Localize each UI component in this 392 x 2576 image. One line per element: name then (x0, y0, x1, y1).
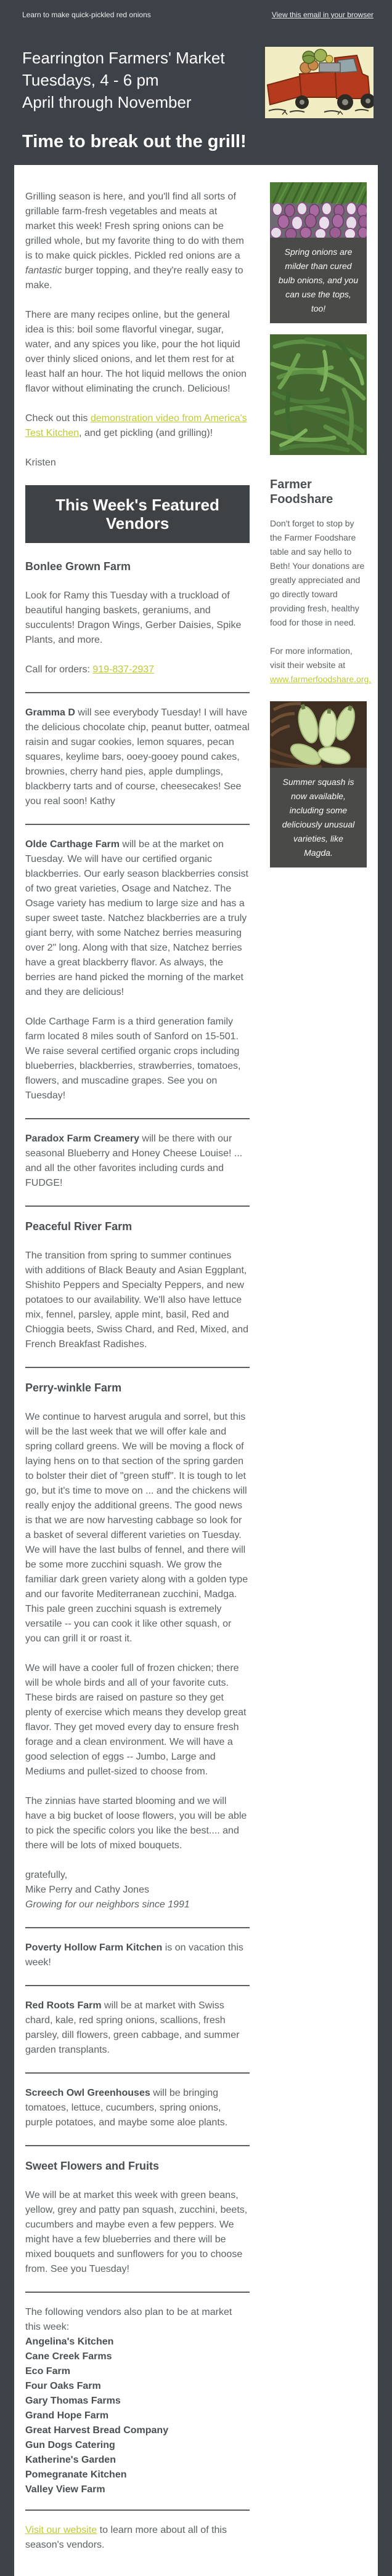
intro-paragraph-2: There are many recipes online, but the general idea is this: boil some flavorful vinegar, sugar, water, and any spices you like, pour the hot liquid over thinly sliced onions, and let them rest for at least half an hour. The hot liquid mellows the onion flavor without eliminating the crunch. Delicious! (25, 310, 247, 394)
bonlee-call-line (25, 662, 250, 677)
poverty-hollow-paragraph (25, 1941, 250, 1970)
call-for-orders-label: Call for orders: (25, 664, 93, 675)
preheader-bar (0, 0, 392, 20)
divider (25, 2292, 250, 2293)
vendor-heading-perry-winkle: Perry-winkle Farm (25, 1382, 122, 1394)
vendor-name-screech-owl: Screech Owl Greenhouses (25, 2088, 150, 2098)
vendor-list-item: Great Harvest Bread Company (25, 2425, 169, 2436)
vendor-list (25, 2335, 250, 2497)
website-link[interactable]: Visit our website (25, 2525, 97, 2535)
vendor-list-item: Angelina's Kitchen (25, 2337, 114, 2347)
demo-video-link[interactable]: demonstration video from America's Test Kitchen (25, 413, 247, 438)
intro-p1-text: Grilling season is here, and you'll find all sorts of grillable farm-fresh vegetables and meats at market this week! Fresh spring onions can be grilled whole, but my favorite thing to do with them is to make quick pickles. Pickled red onions are a (25, 191, 244, 261)
intro-p1-post: burger topping, and they're really easy to make. (25, 265, 243, 291)
perry-winkle-paragraph-3: The zinnias have started blooming and we will have a big bucket of loose flowers, you will be able to pick the specific colors you like the best.... and there will be lots of mixed bouquets. (25, 1796, 247, 1851)
divider (25, 1205, 250, 1207)
footer-text: to learn more about all of this season's vendors. (25, 2525, 227, 2550)
green-beans-photo (270, 334, 367, 455)
footer-paragraph (25, 2523, 250, 2553)
vendor-heading-sweet-flowers: Sweet Flowers and Fruits (25, 2160, 160, 2172)
spring-onions-caption: Spring onions are milder than cured bulb onions, and you can use the tops, too! (270, 238, 367, 323)
divider (25, 2072, 250, 2074)
perry-winkle-signature (25, 1868, 250, 1912)
truck-illustration (265, 47, 374, 118)
vendor-heading-peaceful-river: Peaceful River Farm (25, 1220, 133, 1233)
gramma-d-text: will see everybody Tuesday! I will have the delicious chocolate chip, peanut butter, oatmeal raisin and sugar cookies, lemon squares, pecan squares, keylime bars, ooey-gooey pound cakes, brownies, cherry hand pies, apple dumplings, blackberry tarts and of course, cheesecakes! See you real soon! Kathy (25, 707, 250, 807)
gramma-d-paragraph (25, 706, 250, 809)
divider (25, 824, 250, 825)
vendor-name-poverty-hollow: Poverty Hollow Farm Kitchen (25, 1942, 163, 1953)
peaceful-river-paragraph: The transition from spring to summer continues with additions of Black Beauty and Asian Eggplant, Shishito Peppers and Specialty Peppers, and new potatoes to our availability. We'll also have lettuce mix, fennel, parsley, apple mint, basil, Red and Chioggia beets, Swiss Chard, and Red, Mixed, and French Breakfast Radishes. (25, 1250, 248, 1350)
title-line-2: Tuesdays, 4 - 6 pm (22, 71, 159, 89)
vendor-list-item: Eco Farm (25, 2366, 70, 2377)
farmer-foodshare-link-paragraph (270, 644, 372, 686)
email-headline: Time to break out the grill! (22, 132, 247, 151)
vendor-list-item: Gun Dogs Catering (25, 2440, 115, 2450)
sign-names: Mike Perry and Cathy Jones (25, 1885, 149, 1895)
farmer-foodshare-paragraph: Don't forget to stop by the Farmer Foodshare table and say hello to Beth! Your donations are greatly appreciated and go directly toward providing fresh, healthy food for those in need. (270, 518, 365, 627)
vendor-list-item: Gary Thomas Farms (25, 2396, 121, 2406)
paradox-text: will be there with our seasonal Blueberry and Honey Cheese Louise! ... and all the other favorites including curds and FUDGE! (25, 1133, 243, 1188)
phone-link[interactable]: 919-837-2937 (92, 664, 155, 675)
also-at-market-intro: The following vendors also plan to be at market this week: (25, 2307, 232, 2332)
vendor-list-item: Cane Creek Farms (25, 2351, 112, 2362)
title-line-1: Fearrington Farmers' Market (22, 49, 225, 67)
divider (25, 1927, 250, 1928)
intro-p1-italic: fantastic (25, 265, 62, 276)
red-roots-text: will be at market with Swiss chard, kale, red spring onions, scallions, fresh parsley, dill flowers, green cabbage, and summer garden transplants. (25, 2000, 240, 2055)
sign-tagline: Growing for our neighbors since 1991 (25, 1899, 190, 1910)
vendor-list-item: Katherine's Garden (25, 2455, 116, 2465)
view-in-browser-link[interactable]: View this email in your browser (271, 10, 374, 19)
divider (25, 692, 250, 693)
foodshare-link-pre: For more information, visit their website at (270, 646, 353, 670)
perry-winkle-paragraph-1: We continue to harvest arugula and sorrel, but this will be the last week that we will offer kale and spring collard greens. We will be moving a flock of laying hens on to that section of the spring garden to bolster their diet of "green stuff". It is tough to let go, but it's time to move on ... and the chickens will really enjoy the additional greens. The good news is that we are now harvesting cabbage so look for a basket of several different varieties on Tuesday. We will have the last bulbs of fennel, and there will be some more zucchini squash. We grow the familiar dark green variety along with a golden type and our favorite Mediterranean zucchini, Madga. This pale green zucchini squash is extremely versatile -- you can cook it like other squash, or you can grill it or roast it. (25, 1412, 248, 1644)
screech-owl-paragraph (25, 2086, 250, 2130)
email-header (22, 47, 374, 118)
content-card (14, 165, 378, 2576)
farmer-foodshare-heading: Farmer Foodshare (270, 478, 333, 506)
featured-vendors-banner (25, 485, 250, 543)
perry-winkle-paragraph-2: We will have a cooler full of frozen chicken; there will be whole birds and all of your favorite cuts. These birds are raised on pasture so they get plenty of exercise which means they develop great flavor. They get moved every day to ensure fresh forage and a clean environment. We will have a good selection of eggs -- Jumbo, Large and Mediums and pullet-sized to choose from. (25, 1663, 247, 1777)
olde-carthage-paragraph-2: Olde Carthage Farm is a third generation family farm located 8 miles south of Sanford on 15-501. We raise several certified organic crops including blueberries, blackberries, strawberries, tomatoes, flowers, and muscadine grapes. See you on Tuesday! (25, 1016, 241, 1101)
intro-paragraph-1 (25, 190, 250, 293)
divider (25, 1985, 250, 1986)
screech-owl-text: will be bringing tomatoes, lettuce, cucumbers, spring onions, purple potatoes, and maybe some aloe plants. (25, 2088, 228, 2128)
title-line-3: April through November (22, 93, 192, 111)
market-title (22, 47, 225, 118)
signoff-kristen: Kristen (25, 457, 56, 468)
divider (25, 2510, 250, 2511)
vendor-name-red-roots: Red Roots Farm (25, 2000, 102, 2011)
preheader-teaser: Learn to make quick-pickled red onions (22, 10, 151, 19)
main-column (25, 182, 250, 2553)
vendor-name-paradox: Paradox Farm Creamery (25, 1133, 139, 1144)
olde-carthage-paragraph-1 (25, 837, 250, 1000)
vendor-name-olde-carthage: Olde Carthage Farm (25, 839, 120, 850)
sidebar-column (270, 182, 372, 867)
featured-vendors-banner-text: This Week's Featured Vendors (55, 496, 219, 533)
spring-onions-photo (270, 182, 367, 238)
summer-squash-caption: Summer squash is now available, including some deliciously unusual varieties, like Magda. (270, 768, 367, 867)
vendor-name-gramma-d: Gramma D (25, 707, 75, 718)
divider (25, 1367, 250, 1368)
red-roots-paragraph (25, 1998, 250, 2058)
intro-p3-pre: Check out this (25, 413, 91, 424)
poverty-hollow-text: is on vacation this week! (25, 1942, 243, 1968)
paradox-paragraph (25, 1132, 250, 1191)
summer-squash-photo (270, 701, 367, 768)
sign-gratefully: gratefully, (25, 1870, 68, 1880)
foodshare-website-link[interactable]: www.farmerfoodshare.org. (270, 674, 372, 684)
vendor-list-item: Four Oaks Farm (25, 2381, 101, 2391)
vendor-heading-bonlee: Bonlee Grown Farm (25, 560, 131, 573)
intro-p3-post: , and get pickling (and grilling)! (79, 428, 213, 438)
vendor-list-item: Valley View Farm (25, 2484, 105, 2495)
vendor-list-item: Grand Hope Farm (25, 2410, 109, 2421)
divider (25, 1118, 250, 1119)
olde-carthage-text-1: will be at the market on Tuesday. We will have our certified organic blackberries. Our early season blackberries consist of two great varieties, Osage and Natchez. The Osage variety has medium to large size and has a super sweet taste. Natchez blackberries are a truly giant berry, with some Natchez berries measuring over 2" long. Along with that size, Natchez berries have a great blackberry flavor. As always, the berries are hand picked the morning of the market and they are delicious! (25, 839, 248, 997)
bonlee-paragraph: Look for Ramy this Tuesday with a truckload of beautiful hanging baskets, geraniums, and succulents! Dragon Wings, Gerber Daisies, Spike Plants, and more. (25, 590, 242, 645)
intro-paragraph-3 (25, 411, 250, 441)
sweet-flowers-paragraph: We will be at market this week with green beans, yellow, grey and patty pan squash, zucchini, beets, cucumbers and maybe even a few peppers. We might have a few blueberries and there will be mixed bouquets and sunflowers for you to choose from. See you Tuesday! (25, 2190, 248, 2274)
divider (25, 2145, 250, 2146)
vendor-list-item: Pomegranate Kitchen (25, 2469, 127, 2480)
